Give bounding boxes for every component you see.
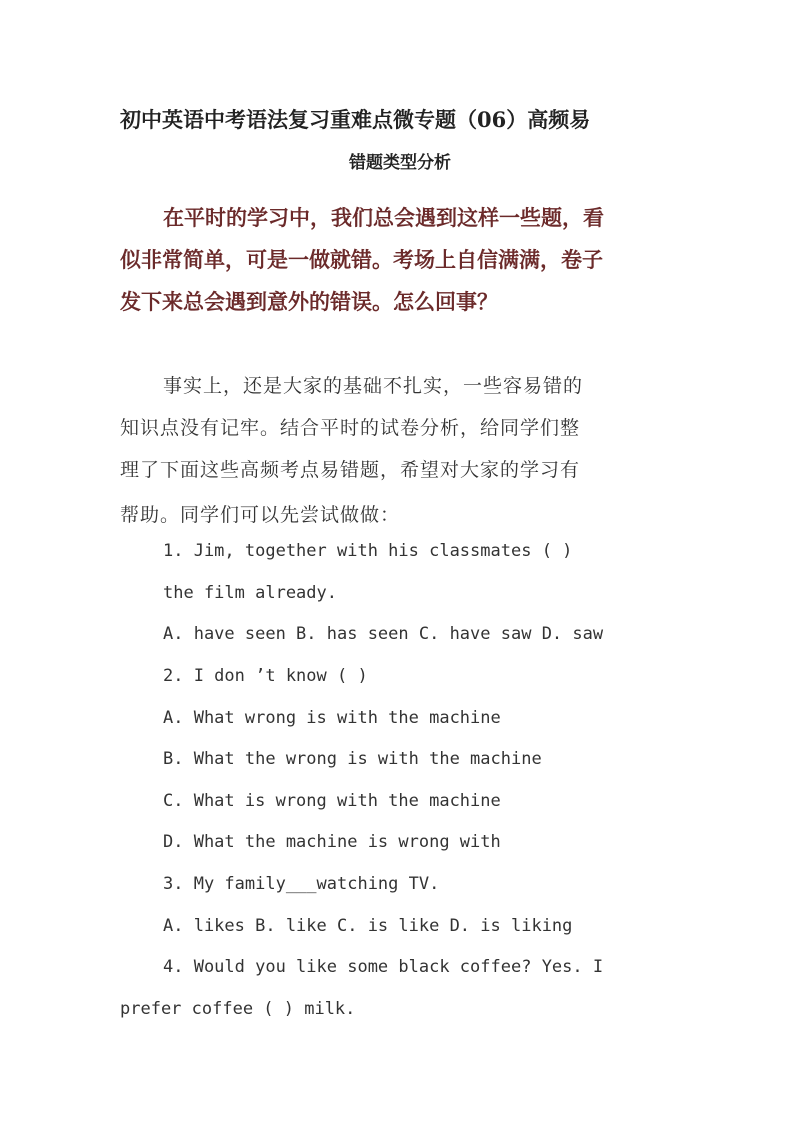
document-title-line-1: 初中英语中考语法复习重难点微专题（06）高频易: [120, 107, 591, 132]
question-3-stem: 3. My family___watching TV.: [163, 874, 440, 894]
question-2-stem: 2. I don ’t know ( ): [163, 666, 368, 686]
question-2-option-a: A. What wrong is with the machine: [163, 708, 501, 728]
question-1-stem: 1. Jim, together with his classmates ( ): [163, 541, 573, 561]
question-2-option-b: B. What the wrong is with the machine: [163, 749, 542, 769]
question-2-option-c: C. What is wrong with the machine: [163, 791, 501, 811]
intro-paragraph-line: 发下来总会遇到意外的错误。怎么回事？: [120, 290, 498, 314]
question-3-options: A. likes B. like C. is like D. is liking: [163, 916, 573, 936]
question-2-option-d: D. What the machine is wrong with: [163, 832, 501, 852]
body-paragraph-line: 帮助。同学们可以先尝试做做：: [120, 504, 401, 526]
document-title-line-2: 错题类型分析: [349, 153, 451, 173]
intro-paragraph-line: 似非常简单，可是一做就错。考场上自信满满，卷子: [120, 248, 603, 272]
question-4-stem-continued: prefer coffee ( ) milk.: [120, 999, 356, 1019]
question-1-options: A. have seen B. has seen C. have saw D. saw: [163, 624, 604, 644]
body-paragraph-line: 事实上，还是大家的基础不扎实，一些容易错的: [163, 375, 584, 397]
question-1-stem-continued: the film already.: [163, 583, 337, 603]
body-paragraph-line: 理了下面这些高频考点易错题，希望对大家的学习有: [120, 459, 581, 481]
intro-paragraph-line: 在平时的学习中，我们总会遇到这样一些题，看: [163, 206, 604, 230]
body-paragraph-line: 知识点没有记牢。结合平时的试卷分析，给同学们整: [120, 417, 581, 439]
question-4-stem: 4. Would you like some black coffee? Yes. I: [163, 957, 604, 977]
